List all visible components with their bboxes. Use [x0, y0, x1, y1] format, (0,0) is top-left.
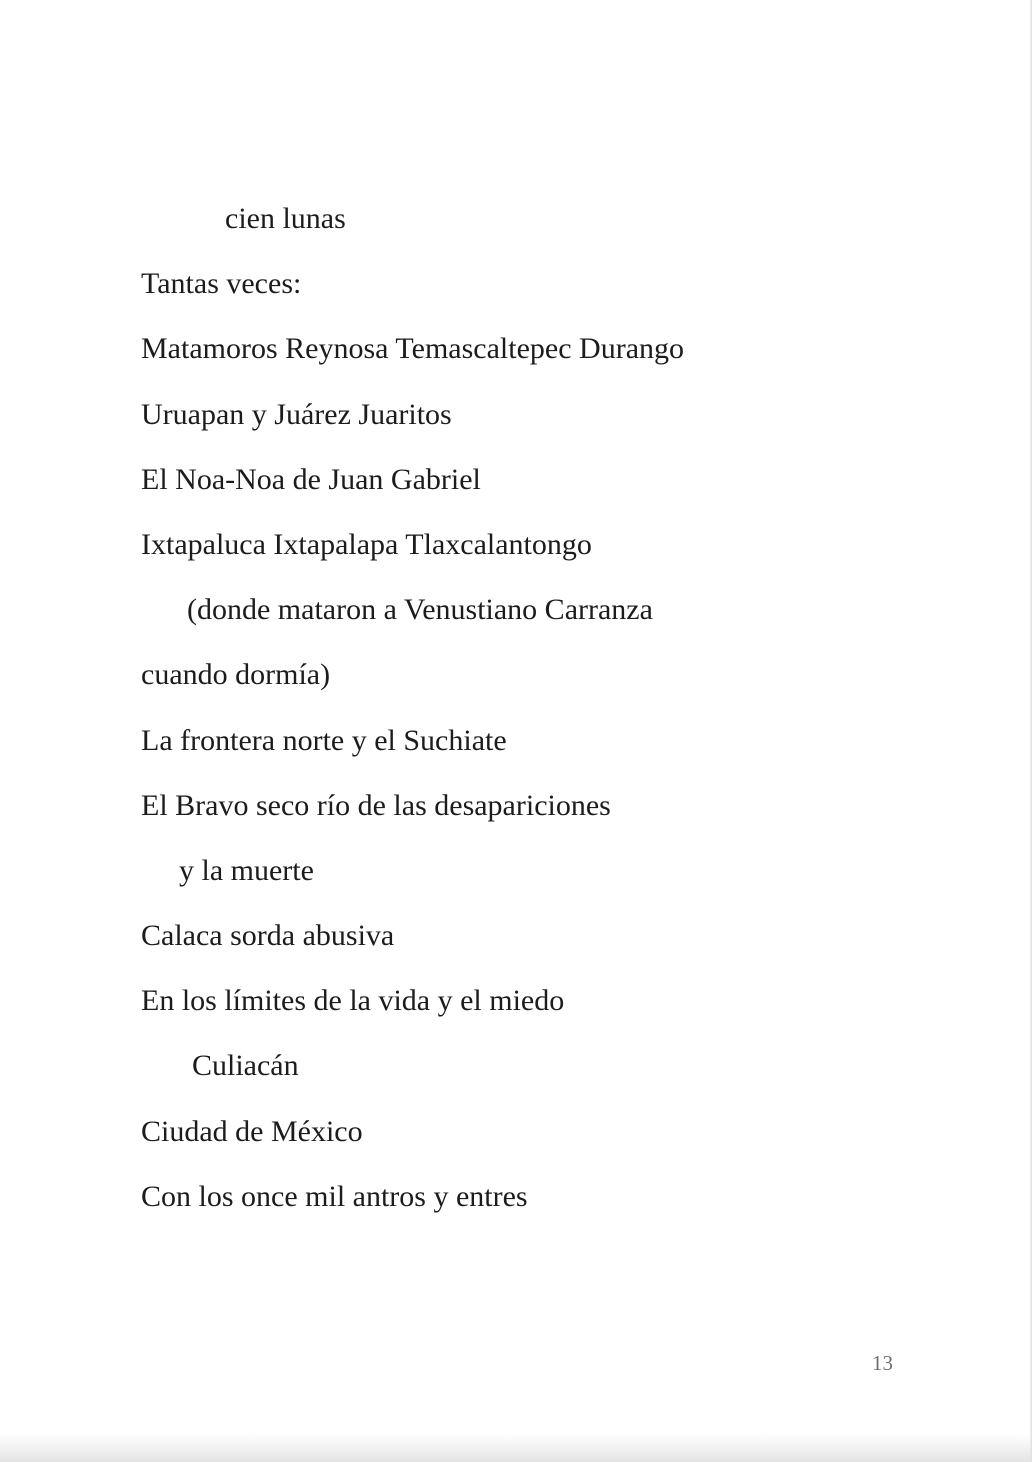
poem-line: Calaca sorda abusiva: [141, 919, 395, 953]
poem-line: Ciudad de México: [141, 1114, 363, 1148]
page-bottom-shadow: [0, 1434, 1032, 1462]
poem-line: cien lunas: [225, 202, 346, 235]
poem-body: [141, 198, 941, 1241]
poem-line: Con los once mil antros y entres: [141, 1179, 528, 1213]
poem-line: Matamoros Reynosa Temascaltepec Durango: [141, 332, 685, 366]
poem-line: y la muerte: [179, 853, 314, 887]
poem-line: La frontera norte y el Suchiate: [141, 723, 507, 757]
poem-line: El Bravo seco río de las desapariciones: [141, 788, 611, 822]
poem-line: Ixtapaluca Ixtapalapa Tlaxcalantongo: [141, 527, 592, 561]
poem-line: Culiacán: [192, 1049, 299, 1083]
poem-line: En los límites de la vida y el miedo: [141, 984, 565, 1018]
poem-line: (donde mataron a Venustiano Carranza: [187, 593, 653, 627]
poem-line: Uruapan y Juárez Juaritos: [141, 397, 452, 431]
poem-line: cuando dormía): [141, 658, 331, 692]
poem-line: El Noa-Noa de Juan Gabriel: [141, 462, 481, 496]
page-number: 13: [872, 1351, 893, 1375]
poem-line: Tantas veces:: [141, 267, 302, 301]
